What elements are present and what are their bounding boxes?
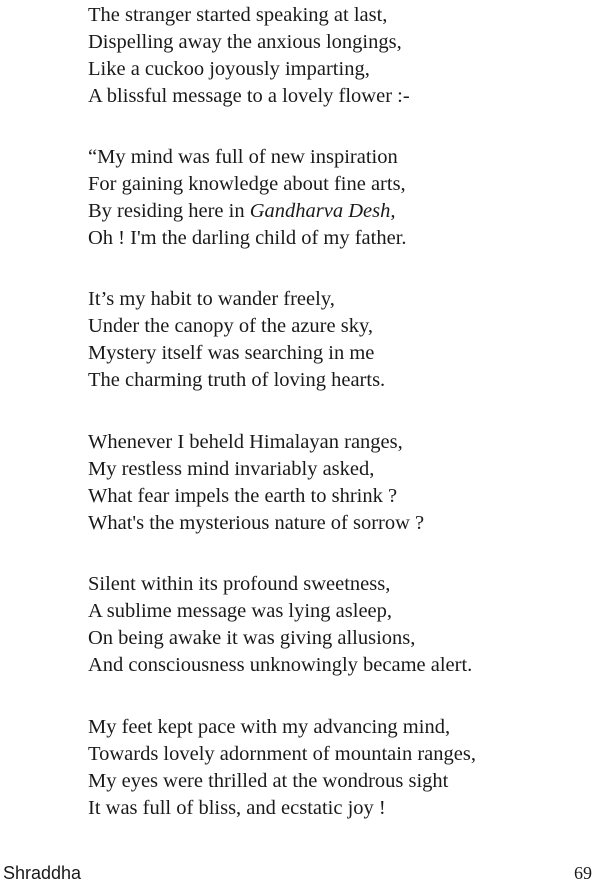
italic-place-name: Gandharva Desh, <box>249 200 396 222</box>
verse-line: A blissful message to a lovely flower :- <box>88 85 410 107</box>
verse-line: My restless mind invariably asked, <box>88 458 375 480</box>
verse-line: “My mind was full of new inspiration <box>88 146 398 168</box>
verse-line: The charming truth of loving hearts. <box>88 369 386 391</box>
stanza-3 <box>88 286 385 394</box>
verse-line <box>88 198 407 225</box>
stanza-5 <box>88 571 472 679</box>
verse-line: Oh ! I'm the darling child of my father. <box>88 227 407 249</box>
stanza-1 <box>88 2 410 110</box>
footer-book-title: Shraddha <box>3 863 82 883</box>
stanza-4 <box>88 429 424 537</box>
verse-line: Under the canopy of the azure sky, <box>88 315 373 337</box>
verse-line: And consciousness unknowingly became alert. <box>88 654 473 676</box>
verse-line: Like a cuckoo joyously imparting, <box>88 58 370 80</box>
verse-line: On being awake it was giving allusions, <box>88 627 416 649</box>
verse-line: Dispelling away the anxious longings, <box>88 31 402 53</box>
verse-line: A sublime message was lying asleep, <box>88 600 393 622</box>
verse-line: For gaining knowledge about fine arts, <box>88 173 406 195</box>
verse-line-text: By residing here in <box>88 200 250 222</box>
stanza-2 <box>88 144 407 252</box>
verse-line: It’s my habit to wander freely, <box>88 288 335 310</box>
verse-line: Whenever I beheld Himalayan ranges, <box>88 431 403 453</box>
verse-line: The stranger started speaking at last, <box>88 4 388 26</box>
verse-line: Towards lovely adornment of mountain ranges, <box>88 743 476 765</box>
verse-line: What fear impels the earth to shrink ? <box>88 485 398 507</box>
verse-line: What's the mysterious nature of sorrow ? <box>88 512 425 534</box>
stanza-6 <box>88 714 476 822</box>
verse-line: Mystery itself was searching in me <box>88 342 375 364</box>
verse-line: Silent within its profound sweetness, <box>88 573 391 595</box>
verse-line: My eyes were thrilled at the wondrous sight <box>88 770 449 792</box>
page-number: 69 <box>574 863 592 883</box>
verse-line: My feet kept pace with my advancing mind, <box>88 716 451 738</box>
verse-line: It was full of bliss, and ecstatic joy ! <box>88 797 386 819</box>
